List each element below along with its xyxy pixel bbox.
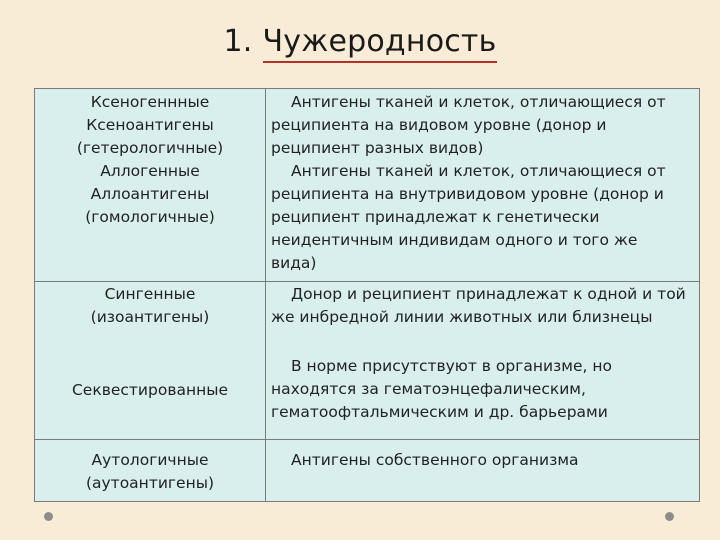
cell-right-autologous (271, 449, 701, 472)
title-number: 1. (223, 24, 253, 59)
slide-dot-right (665, 512, 674, 521)
cell-text: Аллоантигены (90, 185, 210, 203)
cell-text: же инбредной линии животных или близнецы (271, 308, 653, 326)
cell-text: Антигены тканей и клеток, отличающиеся от (291, 162, 666, 180)
cell-left-sequestered (35, 379, 265, 402)
cell-text: Ксеноантигены (86, 116, 214, 134)
cell-left-autologous (35, 449, 265, 495)
cell-text: (изоантигены) (90, 308, 210, 326)
cell-text: (гомологичные) (85, 208, 215, 226)
cell-right-sequestered (271, 355, 701, 424)
cell-text: находятся за гематоэнцефалическим, (271, 380, 586, 398)
cell-text: В норме присутствуют в организме, но (291, 357, 612, 375)
cell-text: реципиент разных видов) (271, 139, 484, 157)
cell-text: Сингенные (104, 285, 196, 303)
cell-text: гематоофтальмическим и др. барьерами (271, 403, 608, 421)
cell-right-syngeneic (271, 283, 701, 329)
cell-text: Антигены собственного организма (291, 451, 579, 469)
cell-text: реципиент принадлежат к генетически (271, 208, 600, 226)
title-text: Чужеродность (263, 24, 497, 63)
cell-text: (гетерологичные) (76, 139, 224, 157)
antigen-table (34, 88, 700, 502)
cell-text: неидентичным индивидам одного и того же (271, 231, 638, 249)
cell-text: Антигены тканей и клеток, отличающиеся от (291, 93, 666, 111)
cell-text: Ксеногеннные (90, 93, 210, 111)
cell-text: Донор и реципиент принадлежат к одной и той (291, 285, 686, 303)
cell-text: реципиента на видовом уровне (донор и (271, 116, 607, 134)
slide-dot-left (44, 512, 53, 521)
cell-text: вида) (271, 254, 317, 272)
cell-text: реципиента на внутривидовом уровне (донор и (271, 185, 664, 203)
cell-text: Аутологичные (91, 451, 209, 469)
table-row-autologous (35, 439, 699, 501)
cell-left-syngeneic (35, 283, 265, 329)
slide-title (0, 24, 720, 59)
cell-text: Аллогенные (100, 162, 200, 180)
table-row-syngeneic (35, 281, 699, 341)
cell-text: Секвестированные (71, 381, 228, 399)
cell-text: (аутоантигены) (85, 474, 215, 492)
table-row-sequestered (35, 341, 699, 440)
table-row-xeno-allo (35, 89, 699, 282)
cell-right-xeno-allo (271, 91, 701, 275)
cell-left-xeno-allo (35, 91, 265, 229)
